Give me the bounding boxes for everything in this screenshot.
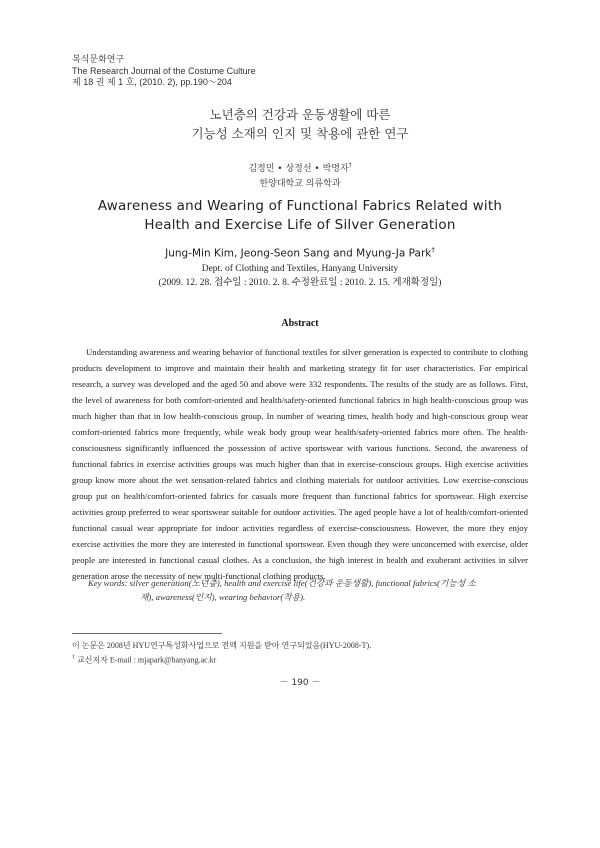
page-number: － 190 － <box>279 678 321 688</box>
keywords-line1: Key words: silver generation(노년층), health and exercise life(건강과 운동생활), functional fabrics(기능성 소 <box>88 578 476 588</box>
footnote-divider <box>72 633 222 634</box>
english-title-line2: Health and Exercise Life of Silver Generation <box>144 217 456 233</box>
english-authors <box>0 243 600 261</box>
korean-author-names: 김정민 • 상정선 • 박명자 <box>248 164 349 174</box>
footnotes <box>72 639 371 667</box>
footnote-mark: † <box>72 655 75 661</box>
korean-title-line2: 기능성 소재의 인지 및 착용에 관한 연구 <box>191 126 409 141</box>
english-affiliation: Dept. of Clothing and Textiles, Hanyang University <box>201 264 399 274</box>
english-title-line1: Awareness and Wearing of Functional Fabrics Related with <box>97 198 503 214</box>
english-corresponding-mark: † <box>431 246 435 254</box>
journal-name-kr: 복식문화연구 <box>72 54 125 64</box>
footnote-funding: 이 논문은 2008년 HYU연구특성화사업으로 전액 지원을 받아 연구되었음(HYU-2008-T). <box>72 641 372 650</box>
abstract-heading: Abstract <box>281 318 319 329</box>
keywords-line2: 재), awareness(인지), wearing behavior(착용). <box>140 592 306 602</box>
abstract-text: Understanding awareness and wearing behavior of functional textiles for silver generation is expected to contribute to clothing products development to improve and maintain their health and marketing strategy fit for user characteristics. For empirical research, a survey was developed and the aged 50 and above were 332 respondents. The results of the study are as follows. First, the level of awareness for both comfort-oriented and health/safety-oriented functional fabrics in high health-conscious group was much higher than that in low health-conscious group. In number of wearing times, health body and high-conscious group wear comfort-oriented fabrics more frequently, while weak body group wear health/safety-oriented fabrics more often. The health-consciousness significantly influenced the possession of active sportswear with various functions. Second, the awareness of functional fabrics in exercise activities groups was much higher than that in exercise-conscious groups. High exercise activities group know more about the wet sensation-related fabrics and clothing materials for outdoor activities. Low exercise-conscious group put on health/comfort-oriented fabrics for casuals more frequent than functional fabrics for sportswear. High exercise activities group preferred to wear sportswear suitable for outdoor activities. The aged people have a lot of health/comfort-oriented functional casual wear appropriate for indoor activities regardless of exercise-consciousness. However, the more they enjoy exercise activities the more they are interested in functional sportswear. Even though they were unconcerned with exercise, older people are interested in functional casual clothes. As a conclusion, the high interest in health and exuberant activities in silver generation arose the necessity of new multi-functional clothing products. <box>72 347 528 581</box>
submission-dates: (2009. 12. 28. 접수일 : 2010. 2. 8. 수정완료일 : 2010. 2. 15. 게재확정일) <box>158 278 442 288</box>
journal-header <box>72 54 256 89</box>
corresponding-author-mark: † <box>348 162 352 169</box>
english-author-names: Jung-Min Kim, Jeong-Seon Sang and Myung-Ja Park <box>165 247 432 260</box>
korean-title-line1: 노년층의 건강과 운동생활에 따른 <box>209 107 391 122</box>
korean-title <box>0 105 600 143</box>
korean-authors <box>0 158 600 192</box>
korean-affiliation: 한양대학교 의류학과 <box>259 179 341 189</box>
journal-volume-info: 제 18 권 제 1 호, (2010. 2), pp.190～204 <box>72 77 232 87</box>
footnote-email: 교신저자 E-mail : mjapark@hanyang.ac.kr <box>77 655 217 665</box>
english-title <box>0 197 600 235</box>
keywords <box>88 576 528 604</box>
journal-name-en: The Research Journal of the Costume Culture <box>72 65 256 76</box>
